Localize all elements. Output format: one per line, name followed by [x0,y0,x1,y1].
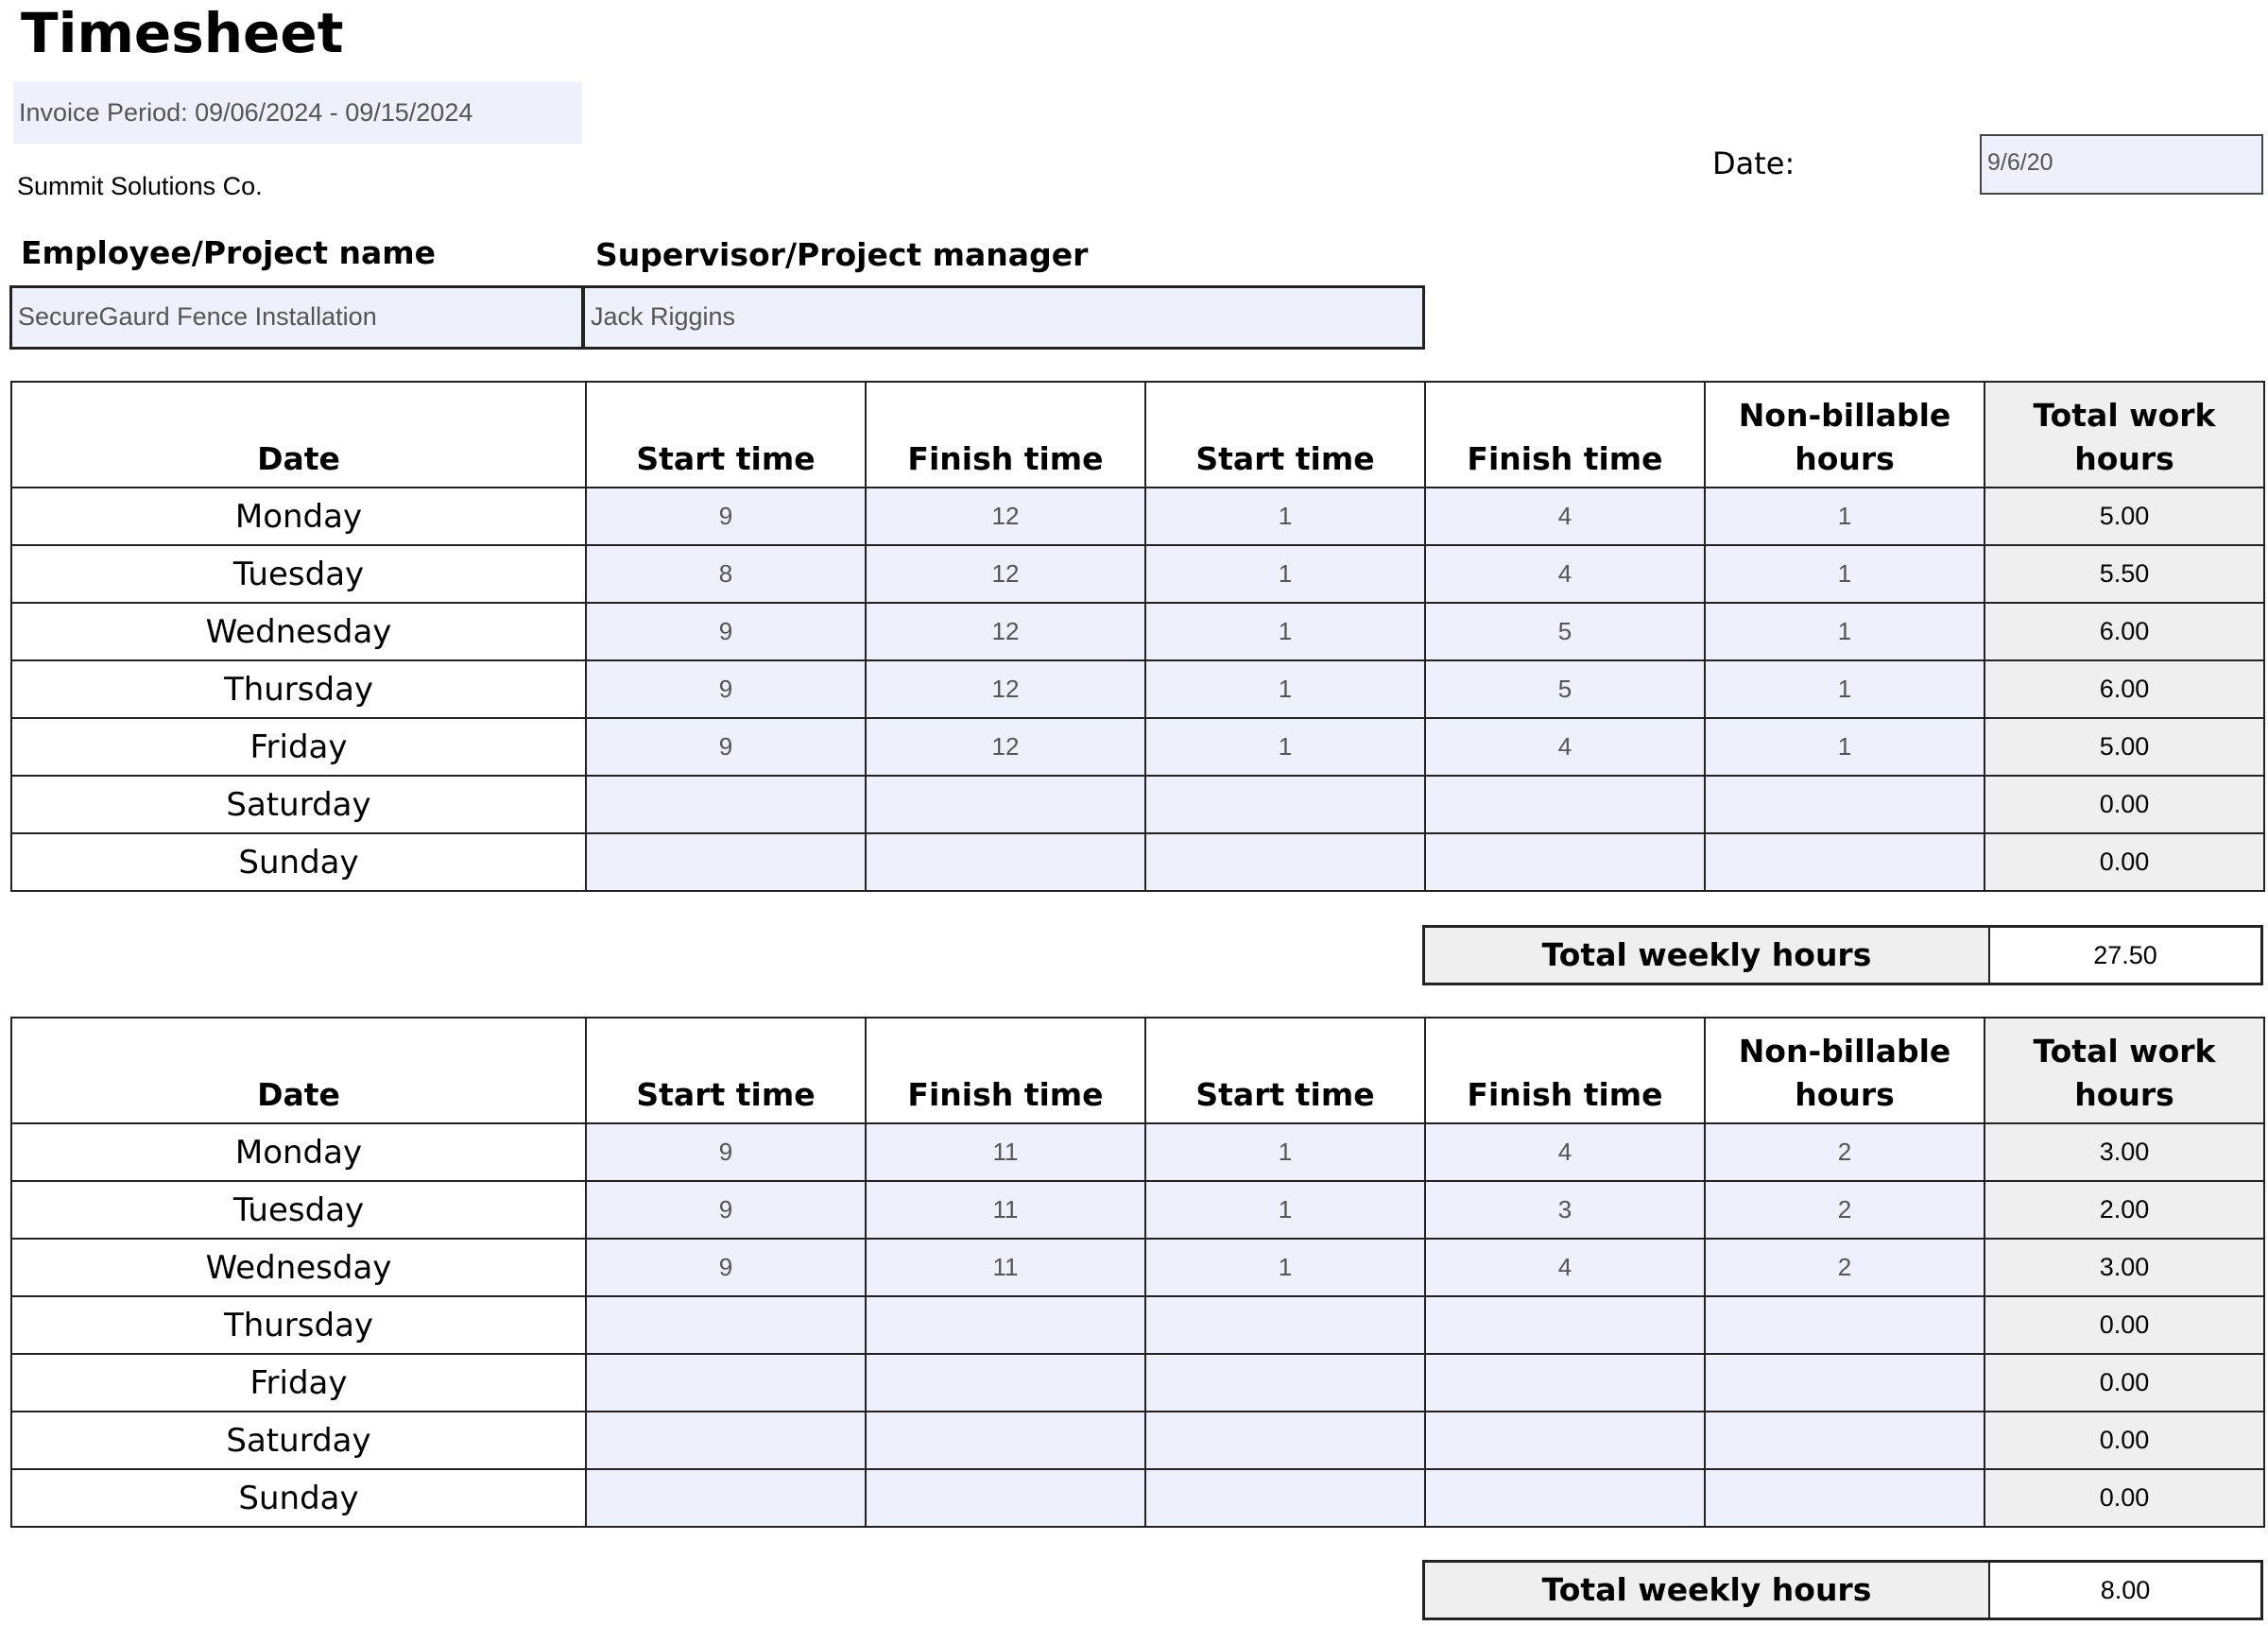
start-time-cell[interactable] [586,1412,866,1469]
non-billable-cell[interactable]: 1 [1705,718,1984,776]
start-time-2-cell[interactable] [1145,1354,1425,1412]
start-time-2-cell[interactable]: 1 [1145,488,1425,545]
total-work-hours-cell: 5.50 [1984,545,2264,603]
start-time-2-cell[interactable] [1145,1469,1425,1527]
total-work-hours-cell: 6.00 [1984,603,2264,660]
table-row [11,776,2264,833]
start-time-cell[interactable]: 9 [586,660,866,718]
date-label: Date: [1712,145,1796,181]
finish-time-2-cell[interactable]: 3 [1425,1181,1705,1239]
col-header-start-time-2: Start time [1145,1018,1425,1123]
table-row [11,1412,2264,1469]
col-header-total: Total work hours [1984,382,2264,488]
start-time-2-cell[interactable]: 1 [1145,545,1425,603]
date-field[interactable]: 9/6/20 [1980,134,2263,195]
col-header-start-time: Start time [586,1018,866,1123]
finish-time-2-cell[interactable]: 4 [1425,718,1705,776]
finish-time-cell[interactable] [866,1354,1145,1412]
start-time-2-cell[interactable] [1145,1412,1425,1469]
supervisor-field[interactable]: Jack Riggins [582,285,1425,350]
start-time-cell[interactable] [586,1296,866,1354]
col-header-date: Date [11,382,586,488]
employee-label: Employee/Project name [21,234,437,271]
finish-time-cell[interactable]: 12 [866,545,1145,603]
finish-time-cell[interactable]: 11 [866,1239,1145,1296]
finish-time-cell[interactable] [866,1296,1145,1354]
start-time-cell[interactable] [586,1354,866,1412]
start-time-cell[interactable]: 9 [586,1181,866,1239]
non-billable-cell[interactable]: 1 [1705,603,1984,660]
start-time-2-cell[interactable]: 1 [1145,1123,1425,1181]
total-work-hours-cell: 0.00 [1984,1469,2264,1527]
non-billable-cell[interactable] [1705,1354,1984,1412]
day-label: Thursday [11,1296,586,1354]
non-billable-cell[interactable]: 2 [1705,1123,1984,1181]
table-row [11,660,2264,718]
start-time-cell[interactable]: 8 [586,545,866,603]
total-work-hours-cell: 5.00 [1984,488,2264,545]
col-header-total: Total work hours [1984,1018,2264,1123]
total-work-hours-cell: 3.00 [1984,1239,2264,1296]
day-label: Sunday [11,1469,586,1527]
weekly-total-week-2 [1422,1560,2263,1620]
total-work-hours-cell: 0.00 [1984,1412,2264,1469]
finish-time-cell[interactable]: 12 [866,488,1145,545]
finish-time-2-cell[interactable]: 4 [1425,488,1705,545]
total-work-hours-cell: 5.00 [1984,718,2264,776]
non-billable-cell[interactable] [1705,1469,1984,1527]
start-time-2-cell[interactable] [1145,1296,1425,1354]
start-time-cell[interactable]: 9 [586,488,866,545]
day-label: Monday [11,1123,586,1181]
finish-time-cell[interactable] [866,1412,1145,1469]
day-label: Wednesday [11,1239,586,1296]
day-label: Thursday [11,660,586,718]
non-billable-cell[interactable]: 2 [1705,1181,1984,1239]
finish-time-cell[interactable]: 12 [866,660,1145,718]
non-billable-cell[interactable] [1705,776,1984,833]
total-work-hours-cell: 0.00 [1984,776,2264,833]
start-time-cell[interactable]: 9 [586,1123,866,1181]
finish-time-2-cell[interactable]: 5 [1425,660,1705,718]
table-row [11,718,2264,776]
start-time-2-cell[interactable]: 1 [1145,1181,1425,1239]
total-work-hours-cell: 0.00 [1984,833,2264,891]
table-row [11,1469,2264,1527]
start-time-cell[interactable]: 9 [586,1239,866,1296]
total-work-hours-cell: 2.00 [1984,1181,2264,1239]
finish-time-cell[interactable]: 11 [866,1181,1145,1239]
table-row [11,833,2264,891]
company-name[interactable]: Summit Solutions Co. [17,172,263,200]
finish-time-cell[interactable] [866,776,1145,833]
total-work-hours-cell: 0.00 [1984,1296,2264,1354]
weekly-total-value: 27.50 [1990,928,2260,983]
weekly-total-label: Total weekly hours [1425,928,1990,983]
start-time-cell[interactable] [586,1469,866,1527]
day-label: Tuesday [11,1181,586,1239]
day-label: Sunday [11,833,586,891]
finish-time-2-cell[interactable]: 4 [1425,1239,1705,1296]
table-row [11,1354,2264,1412]
col-header-finish-time: Finish time [866,382,1145,488]
timesheet-table-week-1 [10,381,2265,892]
non-billable-cell[interactable]: 1 [1705,545,1984,603]
finish-time-2-cell[interactable]: 5 [1425,603,1705,660]
non-billable-cell[interactable] [1705,1412,1984,1469]
col-header-date: Date [11,1018,586,1123]
col-header-start-time: Start time [586,382,866,488]
finish-time-cell[interactable]: 12 [866,718,1145,776]
invoice-period-field[interactable]: Invoice Period: 09/06/2024 - 09/15/2024 [13,81,582,144]
total-work-hours-cell: 0.00 [1984,1354,2264,1412]
start-time-cell[interactable]: 9 [586,603,866,660]
day-label: Monday [11,488,586,545]
start-time-2-cell[interactable] [1145,776,1425,833]
table-row [11,1296,2264,1354]
finish-time-2-cell[interactable]: 4 [1425,1123,1705,1181]
col-header-non-billable: Non-billable hours [1705,1018,1984,1123]
start-time-2-cell[interactable] [1145,833,1425,891]
col-header-start-time-2: Start time [1145,382,1425,488]
start-time-2-cell[interactable]: 1 [1145,660,1425,718]
finish-time-2-cell[interactable]: 4 [1425,545,1705,603]
non-billable-cell[interactable] [1705,833,1984,891]
non-billable-cell[interactable]: 1 [1705,488,1984,545]
non-billable-cell[interactable] [1705,1296,1984,1354]
finish-time-2-cell[interactable] [1425,1412,1705,1469]
col-header-non-billable: Non-billable hours [1705,382,1984,488]
header-row [11,382,2264,488]
employee-project-field[interactable]: SecureGaurd Fence Installation [9,285,584,350]
table-row [11,603,2264,660]
finish-time-2-cell[interactable] [1425,833,1705,891]
timesheet-table-week-2 [10,1017,2265,1528]
finish-time-cell[interactable]: 11 [866,1123,1145,1181]
header-row [11,1018,2264,1123]
day-label: Tuesday [11,545,586,603]
non-billable-cell[interactable]: 1 [1705,660,1984,718]
start-time-2-cell[interactable]: 1 [1145,1239,1425,1296]
finish-time-2-cell[interactable] [1425,1354,1705,1412]
start-time-cell[interactable] [586,776,866,833]
table-row [11,1239,2264,1296]
total-work-hours-cell: 6.00 [1984,660,2264,718]
col-header-finish-time-2: Finish time [1425,1018,1705,1123]
finish-time-cell[interactable]: 12 [866,603,1145,660]
day-label: Saturday [11,1412,586,1469]
day-label: Friday [11,1354,586,1412]
table-row [11,545,2264,603]
day-label: Saturday [11,776,586,833]
start-time-2-cell[interactable]: 1 [1145,603,1425,660]
finish-time-cell[interactable] [866,1469,1145,1527]
table-row [11,1123,2264,1181]
col-header-finish-time: Finish time [866,1018,1145,1123]
start-time-2-cell[interactable]: 1 [1145,718,1425,776]
finish-time-cell[interactable] [866,833,1145,891]
start-time-cell[interactable]: 9 [586,718,866,776]
col-header-finish-time-2: Finish time [1425,382,1705,488]
weekly-total-week-1 [1422,925,2263,985]
table-row [11,1181,2264,1239]
total-work-hours-cell: 3.00 [1984,1123,2264,1181]
weekly-total-label: Total weekly hours [1425,1563,1990,1617]
day-label: Friday [11,718,586,776]
day-label: Wednesday [11,603,586,660]
supervisor-label: Supervisor/Project manager [595,236,1089,273]
page-title: Timesheet [21,1,344,65]
table-row [11,488,2264,545]
start-time-cell[interactable] [586,833,866,891]
finish-time-2-cell[interactable] [1425,1469,1705,1527]
weekly-total-value: 8.00 [1990,1563,2260,1617]
non-billable-cell[interactable]: 2 [1705,1239,1984,1296]
finish-time-2-cell[interactable] [1425,776,1705,833]
finish-time-2-cell[interactable] [1425,1296,1705,1354]
